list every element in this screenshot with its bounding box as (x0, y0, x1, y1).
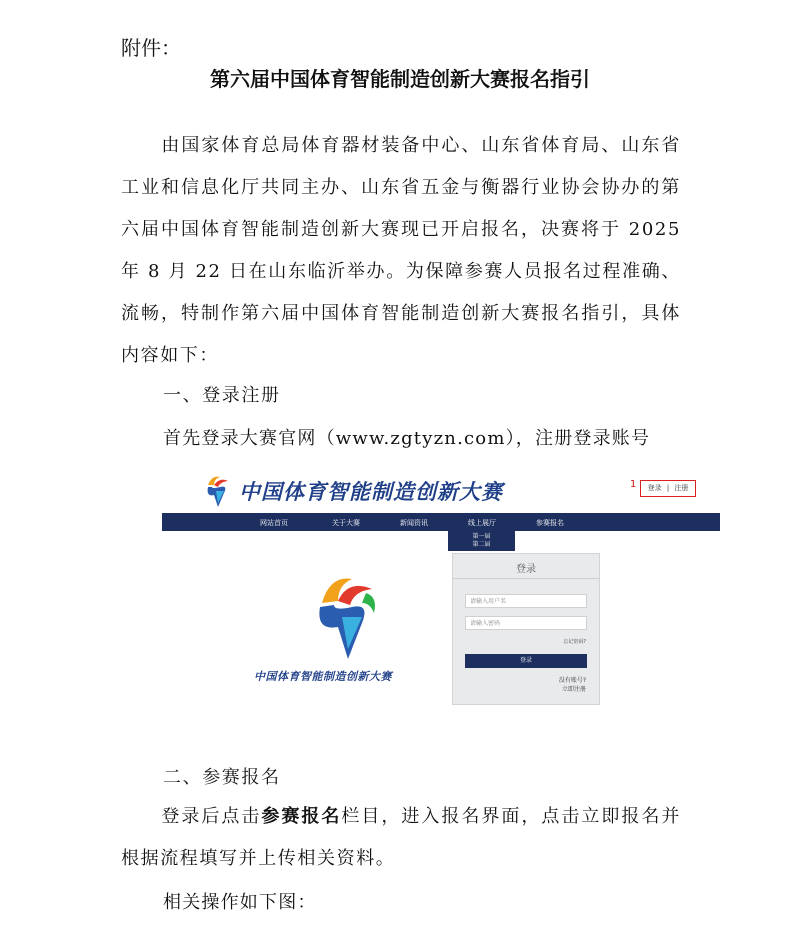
login-link[interactable]: 登录 (647, 484, 662, 492)
section2-text-after: 栏目，进入报名界面，点击立即报名并根据流程填写并上传相关资料。 (121, 806, 681, 869)
website-big-brand: 中国体育智能制造创新大赛 (254, 670, 392, 683)
nav-about[interactable]: 关于大赛 (332, 519, 360, 527)
section2-text-before: 登录后点击 (161, 806, 262, 827)
intro-paragraph (121, 125, 681, 377)
nav-home[interactable]: 网站首页 (260, 519, 288, 527)
attachment-label: 附件： (121, 36, 181, 60)
contest-logo-icon (202, 473, 234, 509)
forgot-password-link[interactable]: 忘记密码? (563, 639, 586, 645)
contest-big-logo-icon (312, 573, 382, 663)
link-divider: | (666, 484, 670, 492)
nav-news[interactable]: 新闻资讯 (400, 519, 428, 527)
section2-paragraph (121, 796, 681, 880)
login-register-highlight (640, 480, 696, 497)
section2-heading: 二、参赛报名 (163, 767, 281, 788)
document-title: 第六届中国体育智能制造创新大赛报名指引 (210, 67, 590, 91)
section1-heading: 一、登录注册 (163, 385, 281, 406)
website-nav (162, 513, 720, 531)
register-now-link[interactable]: 立即注册 (561, 686, 586, 693)
dropdown-item-first[interactable]: 第一届 (472, 533, 491, 540)
login-divider (453, 578, 599, 579)
password-input[interactable]: 请输入密码 (465, 616, 587, 630)
intro-text: 由国家体育总局体育器材装备中心、山东省体育局、山东省工业和信息化厅共同主办、山东省五金与衡器行业协会协办的第六届中国体育智能制造创新大赛现已开启报名，决赛将于 2025年 8 月 22 日在山东临沂举办。为保障参赛人员报名过程准确、流畅，特制作第六届中国体育智能制造创新大赛报名指引，具体内容如下： (121, 135, 681, 366)
nav-signup[interactable]: 参赛报名 (536, 519, 564, 527)
operations-caption: 相关操作如下图： (163, 892, 317, 913)
website-header (162, 463, 720, 513)
no-account-text: 没有账号? (558, 677, 586, 684)
website-screenshot (162, 463, 720, 713)
login-button[interactable]: 登录 (465, 654, 587, 668)
register-link[interactable]: 注册 (674, 484, 689, 492)
login-panel-title: 登录 (516, 564, 536, 575)
signup-column-name: 参赛报名 (261, 806, 342, 827)
website-brand: 中国体育智能制造创新大赛 (239, 480, 503, 504)
login-panel (452, 553, 600, 705)
section1-text: 首先登录大赛官网（www.zgtyzn.com），注册登录账号 (163, 428, 651, 449)
dropdown-item-second[interactable]: 第二届 (472, 541, 491, 548)
annotation-number: 1 (630, 479, 637, 490)
username-input[interactable]: 请输入用户名 (465, 594, 587, 608)
no-account-block (559, 676, 586, 694)
nav-showroom[interactable]: 线上展厅 (468, 519, 496, 527)
nav-dropdown[interactable] (448, 531, 515, 551)
